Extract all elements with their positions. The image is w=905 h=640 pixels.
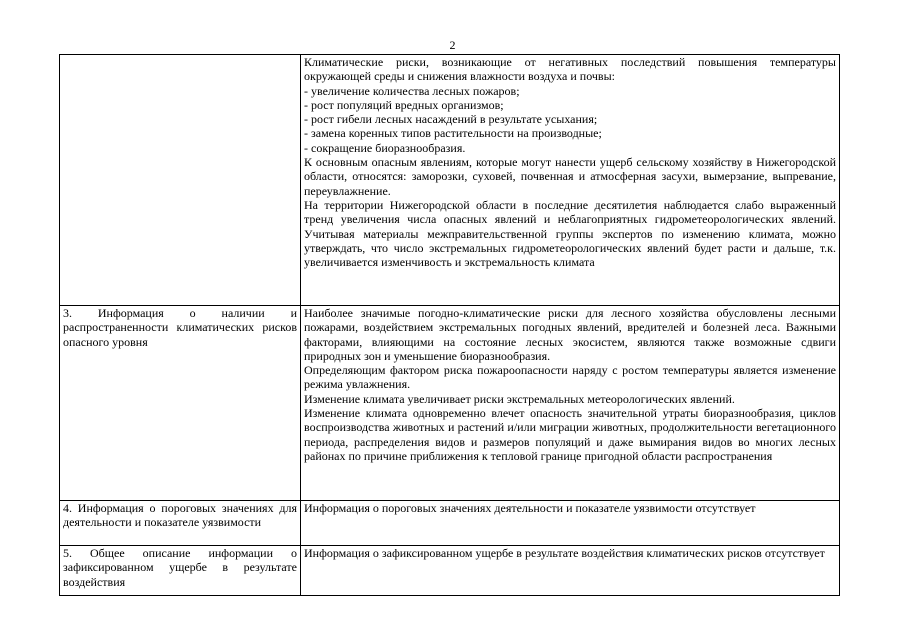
table-row <box>60 306 840 501</box>
paragraph: Информация о пороговых значениях деятельности и показателе уязвимости отсутствует <box>304 501 756 515</box>
row-label-cell <box>60 55 301 306</box>
paragraph: Определяющим фактором риска пожароопасности наряду с ростом температуры является изменение режима увлажнения. <box>304 363 836 392</box>
bullet-item: - рост популяций вредных организмов; <box>304 97 504 112</box>
paragraph: На территории Нижегородской области в последние десятилетия наблюдается слабо выраженный тренд увеличения числа опасных явлений и неблагоприятных гидрометеорологических явлений. Учитывая материалы межправительственной группы экспертов по изменению климата, можно утверждать, что число экстремальных гидрометеорологических явлений будет расти и дальше, т.к. увеличивается изменчивость и экстремальность климата <box>304 197 836 270</box>
paragraph: Наиболее значимые погодно-климатические риски для лесного хозяйства обусловлены лесными пожарами, воздействием экстремальных погодных явлений, вредителей и болезней леса. Важными факторами, влияющими на состояние лесных экосистем, являются также возможные сдвиги природных зон и уменьшение биоразнообразия. <box>304 306 836 363</box>
row-content-cell <box>301 546 840 596</box>
row-label-cell: 3. Информация о наличии и распространенности климатических рисков опасного уровня <box>60 306 301 501</box>
bullet-item: - сокращение биоразнообразия. <box>304 140 466 155</box>
table-row <box>60 501 840 546</box>
table-row <box>60 546 840 596</box>
paragraph: Климатические риски, возникающие от негативных последствий повышения температуры окружающей среды и снижения влажности воздуха и почвы: <box>304 55 836 84</box>
row-content-cell <box>301 306 840 501</box>
bullet-item: - увеличение количества лесных пожаров; <box>304 83 520 98</box>
table-row <box>60 55 840 306</box>
bullet-item: - замена коренных типов растительности на производные; <box>304 126 602 141</box>
paragraph: Изменение климата увеличивает риски экстремальных метеорологических явлений. <box>304 391 735 406</box>
row-label-cell: 5. Общее описание информации о зафиксированном ущербе в результате воздействия <box>60 546 301 596</box>
row-content-cell <box>301 501 840 546</box>
paragraph: К основным опасным явлениям, которые могут нанести ущерб сельскому хозяйству в Нижегородской области, относятся: заморозки, суховей, почвенная и атмосферная засухи, вымерзание, выпревание, переувлажнение. <box>304 155 836 198</box>
paragraph: Изменение климата одновременно влечет опасность значительной утраты биоразнообразия, циклов воспроизводства животных и растений и/или миграции животных, продолжительности вегетационного периода, распределения видов и размеров популяций и даже вымирания видов во многих лесных районах по причине приближения к тепловой границе пригодной области распространения <box>304 406 836 463</box>
bullet-item: - рост гибели лесных насаждений в результате усыхания; <box>304 112 598 127</box>
page-number: 2 <box>449 38 456 52</box>
row-content-cell <box>301 55 840 306</box>
row-label-cell: 4. Информация о пороговых значениях для деятельности и показателе уязвимости <box>60 501 301 546</box>
climate-risk-table <box>59 54 840 596</box>
paragraph: Информация о зафиксированном ущербе в результате воздействия климатических рисков отсутствует <box>304 546 825 560</box>
